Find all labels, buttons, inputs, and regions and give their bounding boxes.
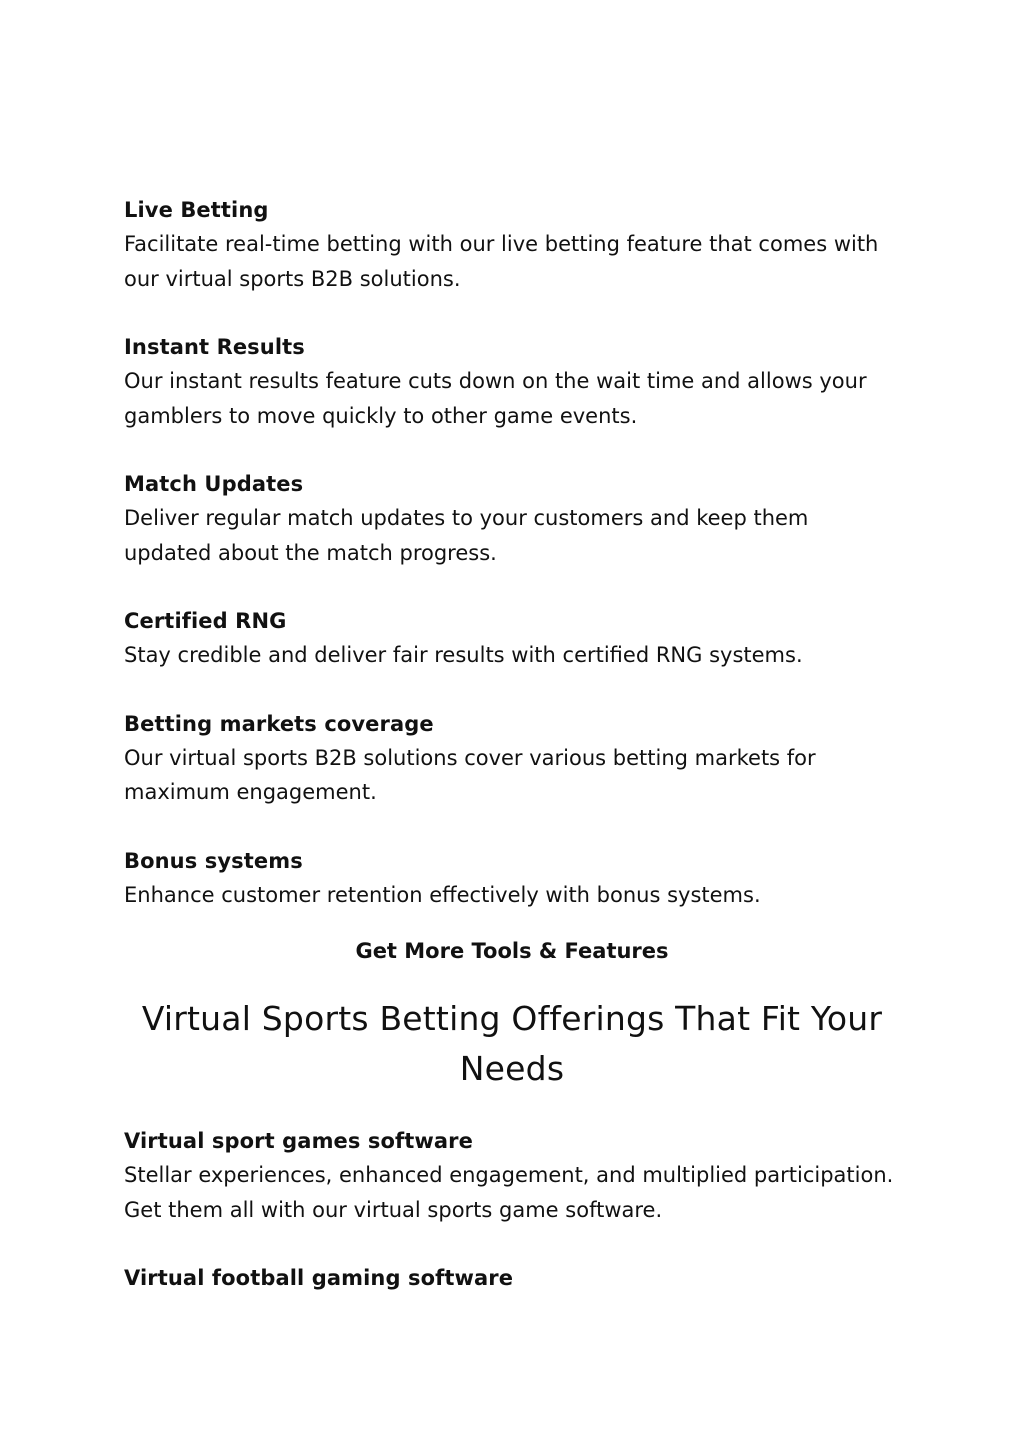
feature-description: Our virtual sports B2B solutions cover various betting markets for maximum engagement. bbox=[124, 745, 816, 804]
feature-title: Betting markets coverage bbox=[124, 711, 434, 736]
offering-description: Stellar experiences, enhanced engagement, and multiplied participation. Get them all with our virtual sports game software. bbox=[124, 1163, 894, 1222]
feature-title: Certified RNG bbox=[124, 609, 287, 633]
document-page bbox=[124, 193, 900, 1329]
feature-description: Deliver regular match updates to your customers and keep them updated about the match progress. bbox=[124, 506, 809, 565]
feature-title: Live Betting bbox=[124, 198, 269, 222]
feature-title: Match Updates bbox=[124, 472, 304, 496]
feature-title: Instant Results bbox=[124, 335, 305, 359]
get-more-tools-link[interactable]: Get More Tools & Features bbox=[355, 939, 669, 963]
feature-description: Facilitate real-time betting with our live betting feature that comes with our virtual sports B2B solutions. bbox=[124, 232, 879, 291]
offering-title: Virtual football gaming software bbox=[124, 1266, 514, 1290]
section-heading: Virtual Sports Betting Offerings That Fit Your Needs bbox=[141, 999, 883, 1088]
feature-betting-markets-coverage bbox=[124, 707, 900, 810]
offering-virtual-football-gaming-software bbox=[124, 1261, 900, 1295]
feature-description: Stay credible and deliver fair results with certified RNG systems. bbox=[124, 643, 803, 667]
feature-title: Bonus systems bbox=[124, 848, 303, 873]
feature-live-betting bbox=[124, 193, 900, 296]
feature-certified-rng bbox=[124, 604, 900, 673]
feature-bonus-systems bbox=[124, 844, 900, 913]
offering-virtual-sport-games-software bbox=[124, 1124, 900, 1227]
feature-description: Enhance customer retention effectively with bonus systems. bbox=[124, 882, 761, 907]
feature-instant-results bbox=[124, 330, 900, 433]
offering-title: Virtual sport games software bbox=[124, 1129, 473, 1153]
feature-match-updates bbox=[124, 467, 900, 570]
feature-description: Our instant results feature cuts down on the wait time and allows your gamblers to move quickly to other game events. bbox=[124, 369, 867, 428]
